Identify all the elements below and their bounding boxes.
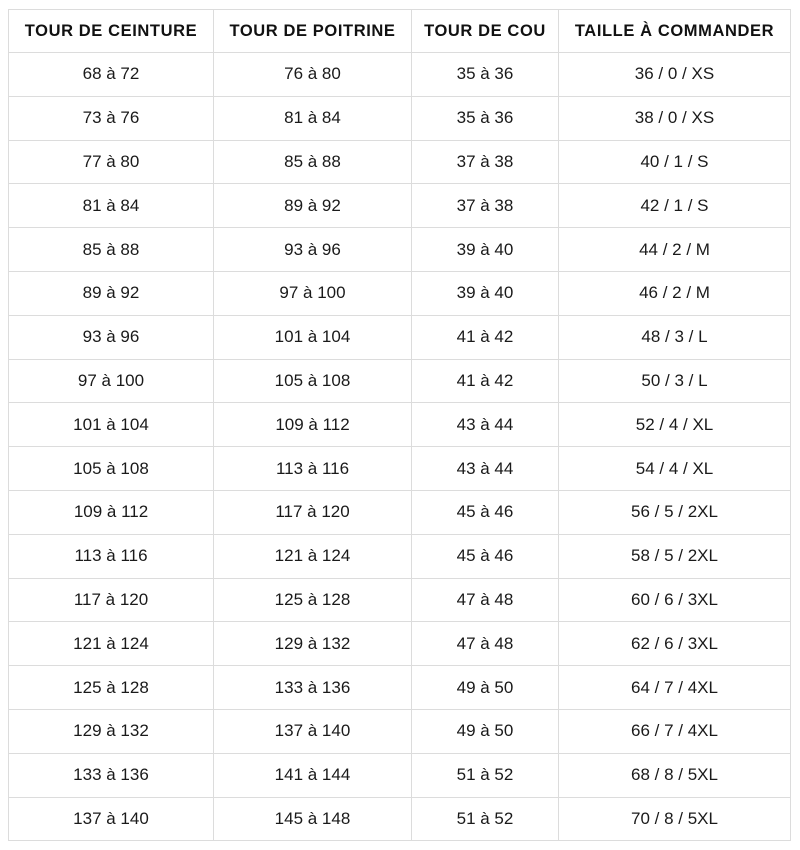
- cell-neck: 39 à 40: [412, 271, 559, 315]
- cell-chest: 137 à 140: [214, 709, 412, 753]
- cell-chest: 129 à 132: [214, 622, 412, 666]
- cell-waist: 133 à 136: [9, 753, 214, 797]
- cell-neck: 43 à 44: [412, 403, 559, 447]
- cell-size: 42 / 1 / S: [559, 184, 791, 228]
- cell-size: 54 / 4 / XL: [559, 447, 791, 491]
- table-row: [9, 359, 791, 403]
- cell-chest: 85 à 88: [214, 140, 412, 184]
- cell-waist: 93 à 96: [9, 315, 214, 359]
- header-row: [9, 10, 791, 53]
- cell-waist: 89 à 92: [9, 271, 214, 315]
- table-row: [9, 96, 791, 140]
- cell-waist: 77 à 80: [9, 140, 214, 184]
- table-row: [9, 490, 791, 534]
- cell-neck: 49 à 50: [412, 666, 559, 710]
- table-row: [9, 315, 791, 359]
- cell-chest: 97 à 100: [214, 271, 412, 315]
- header-chest: TOUR DE POITRINE: [214, 10, 412, 53]
- cell-waist: 137 à 140: [9, 797, 214, 841]
- cell-chest: 117 à 120: [214, 490, 412, 534]
- cell-size: 56 / 5 / 2XL: [559, 490, 791, 534]
- cell-neck: 35 à 36: [412, 96, 559, 140]
- cell-chest: 133 à 136: [214, 666, 412, 710]
- cell-size: 50 / 3 / L: [559, 359, 791, 403]
- table-row: [9, 622, 791, 666]
- table-row: [9, 534, 791, 578]
- cell-chest: 76 à 80: [214, 53, 412, 97]
- cell-neck: 39 à 40: [412, 228, 559, 272]
- table-row: [9, 578, 791, 622]
- cell-size: 52 / 4 / XL: [559, 403, 791, 447]
- header-size-to-order: TAILLE À COMMANDER: [559, 10, 791, 53]
- cell-neck: 47 à 48: [412, 622, 559, 666]
- cell-chest: 93 à 96: [214, 228, 412, 272]
- cell-size: 44 / 2 / M: [559, 228, 791, 272]
- cell-neck: 47 à 48: [412, 578, 559, 622]
- cell-size: 58 / 5 / 2XL: [559, 534, 791, 578]
- table-row: [9, 184, 791, 228]
- cell-waist: 85 à 88: [9, 228, 214, 272]
- cell-neck: 45 à 46: [412, 490, 559, 534]
- table-row: [9, 403, 791, 447]
- cell-waist: 117 à 120: [9, 578, 214, 622]
- cell-chest: 113 à 116: [214, 447, 412, 491]
- cell-waist: 121 à 124: [9, 622, 214, 666]
- cell-waist: 81 à 84: [9, 184, 214, 228]
- cell-waist: 113 à 116: [9, 534, 214, 578]
- cell-chest: 121 à 124: [214, 534, 412, 578]
- table-row: [9, 140, 791, 184]
- cell-size: 62 / 6 / 3XL: [559, 622, 791, 666]
- table-row: [9, 53, 791, 97]
- cell-waist: 109 à 112: [9, 490, 214, 534]
- cell-chest: 145 à 148: [214, 797, 412, 841]
- cell-size: 60 / 6 / 3XL: [559, 578, 791, 622]
- cell-chest: 125 à 128: [214, 578, 412, 622]
- cell-chest: 81 à 84: [214, 96, 412, 140]
- cell-size: 66 / 7 / 4XL: [559, 709, 791, 753]
- cell-neck: 37 à 38: [412, 140, 559, 184]
- cell-neck: 41 à 42: [412, 359, 559, 403]
- table-row: [9, 271, 791, 315]
- cell-size: 38 / 0 / XS: [559, 96, 791, 140]
- cell-size: 36 / 0 / XS: [559, 53, 791, 97]
- table-body: [9, 53, 791, 841]
- cell-neck: 41 à 42: [412, 315, 559, 359]
- cell-size: 46 / 2 / M: [559, 271, 791, 315]
- cell-chest: 101 à 104: [214, 315, 412, 359]
- cell-size: 40 / 1 / S: [559, 140, 791, 184]
- cell-neck: 35 à 36: [412, 53, 559, 97]
- header-waist: TOUR DE CEINTURE: [9, 10, 214, 53]
- cell-neck: 43 à 44: [412, 447, 559, 491]
- table-row: [9, 709, 791, 753]
- cell-waist: 125 à 128: [9, 666, 214, 710]
- table-row: [9, 666, 791, 710]
- cell-waist: 129 à 132: [9, 709, 214, 753]
- table-header: [9, 10, 791, 53]
- cell-waist: 105 à 108: [9, 447, 214, 491]
- cell-chest: 109 à 112: [214, 403, 412, 447]
- cell-neck: 49 à 50: [412, 709, 559, 753]
- header-neck: TOUR DE COU: [412, 10, 559, 53]
- cell-neck: 51 à 52: [412, 753, 559, 797]
- cell-size: 64 / 7 / 4XL: [559, 666, 791, 710]
- cell-neck: 37 à 38: [412, 184, 559, 228]
- cell-size: 70 / 8 / 5XL: [559, 797, 791, 841]
- cell-waist: 101 à 104: [9, 403, 214, 447]
- table-row: [9, 797, 791, 841]
- cell-waist: 68 à 72: [9, 53, 214, 97]
- size-chart-table: [8, 9, 791, 841]
- cell-size: 48 / 3 / L: [559, 315, 791, 359]
- table-row: [9, 228, 791, 272]
- cell-neck: 51 à 52: [412, 797, 559, 841]
- cell-neck: 45 à 46: [412, 534, 559, 578]
- cell-waist: 97 à 100: [9, 359, 214, 403]
- cell-chest: 105 à 108: [214, 359, 412, 403]
- cell-waist: 73 à 76: [9, 96, 214, 140]
- table-row: [9, 447, 791, 491]
- cell-chest: 141 à 144: [214, 753, 412, 797]
- cell-chest: 89 à 92: [214, 184, 412, 228]
- table-row: [9, 753, 791, 797]
- cell-size: 68 / 8 / 5XL: [559, 753, 791, 797]
